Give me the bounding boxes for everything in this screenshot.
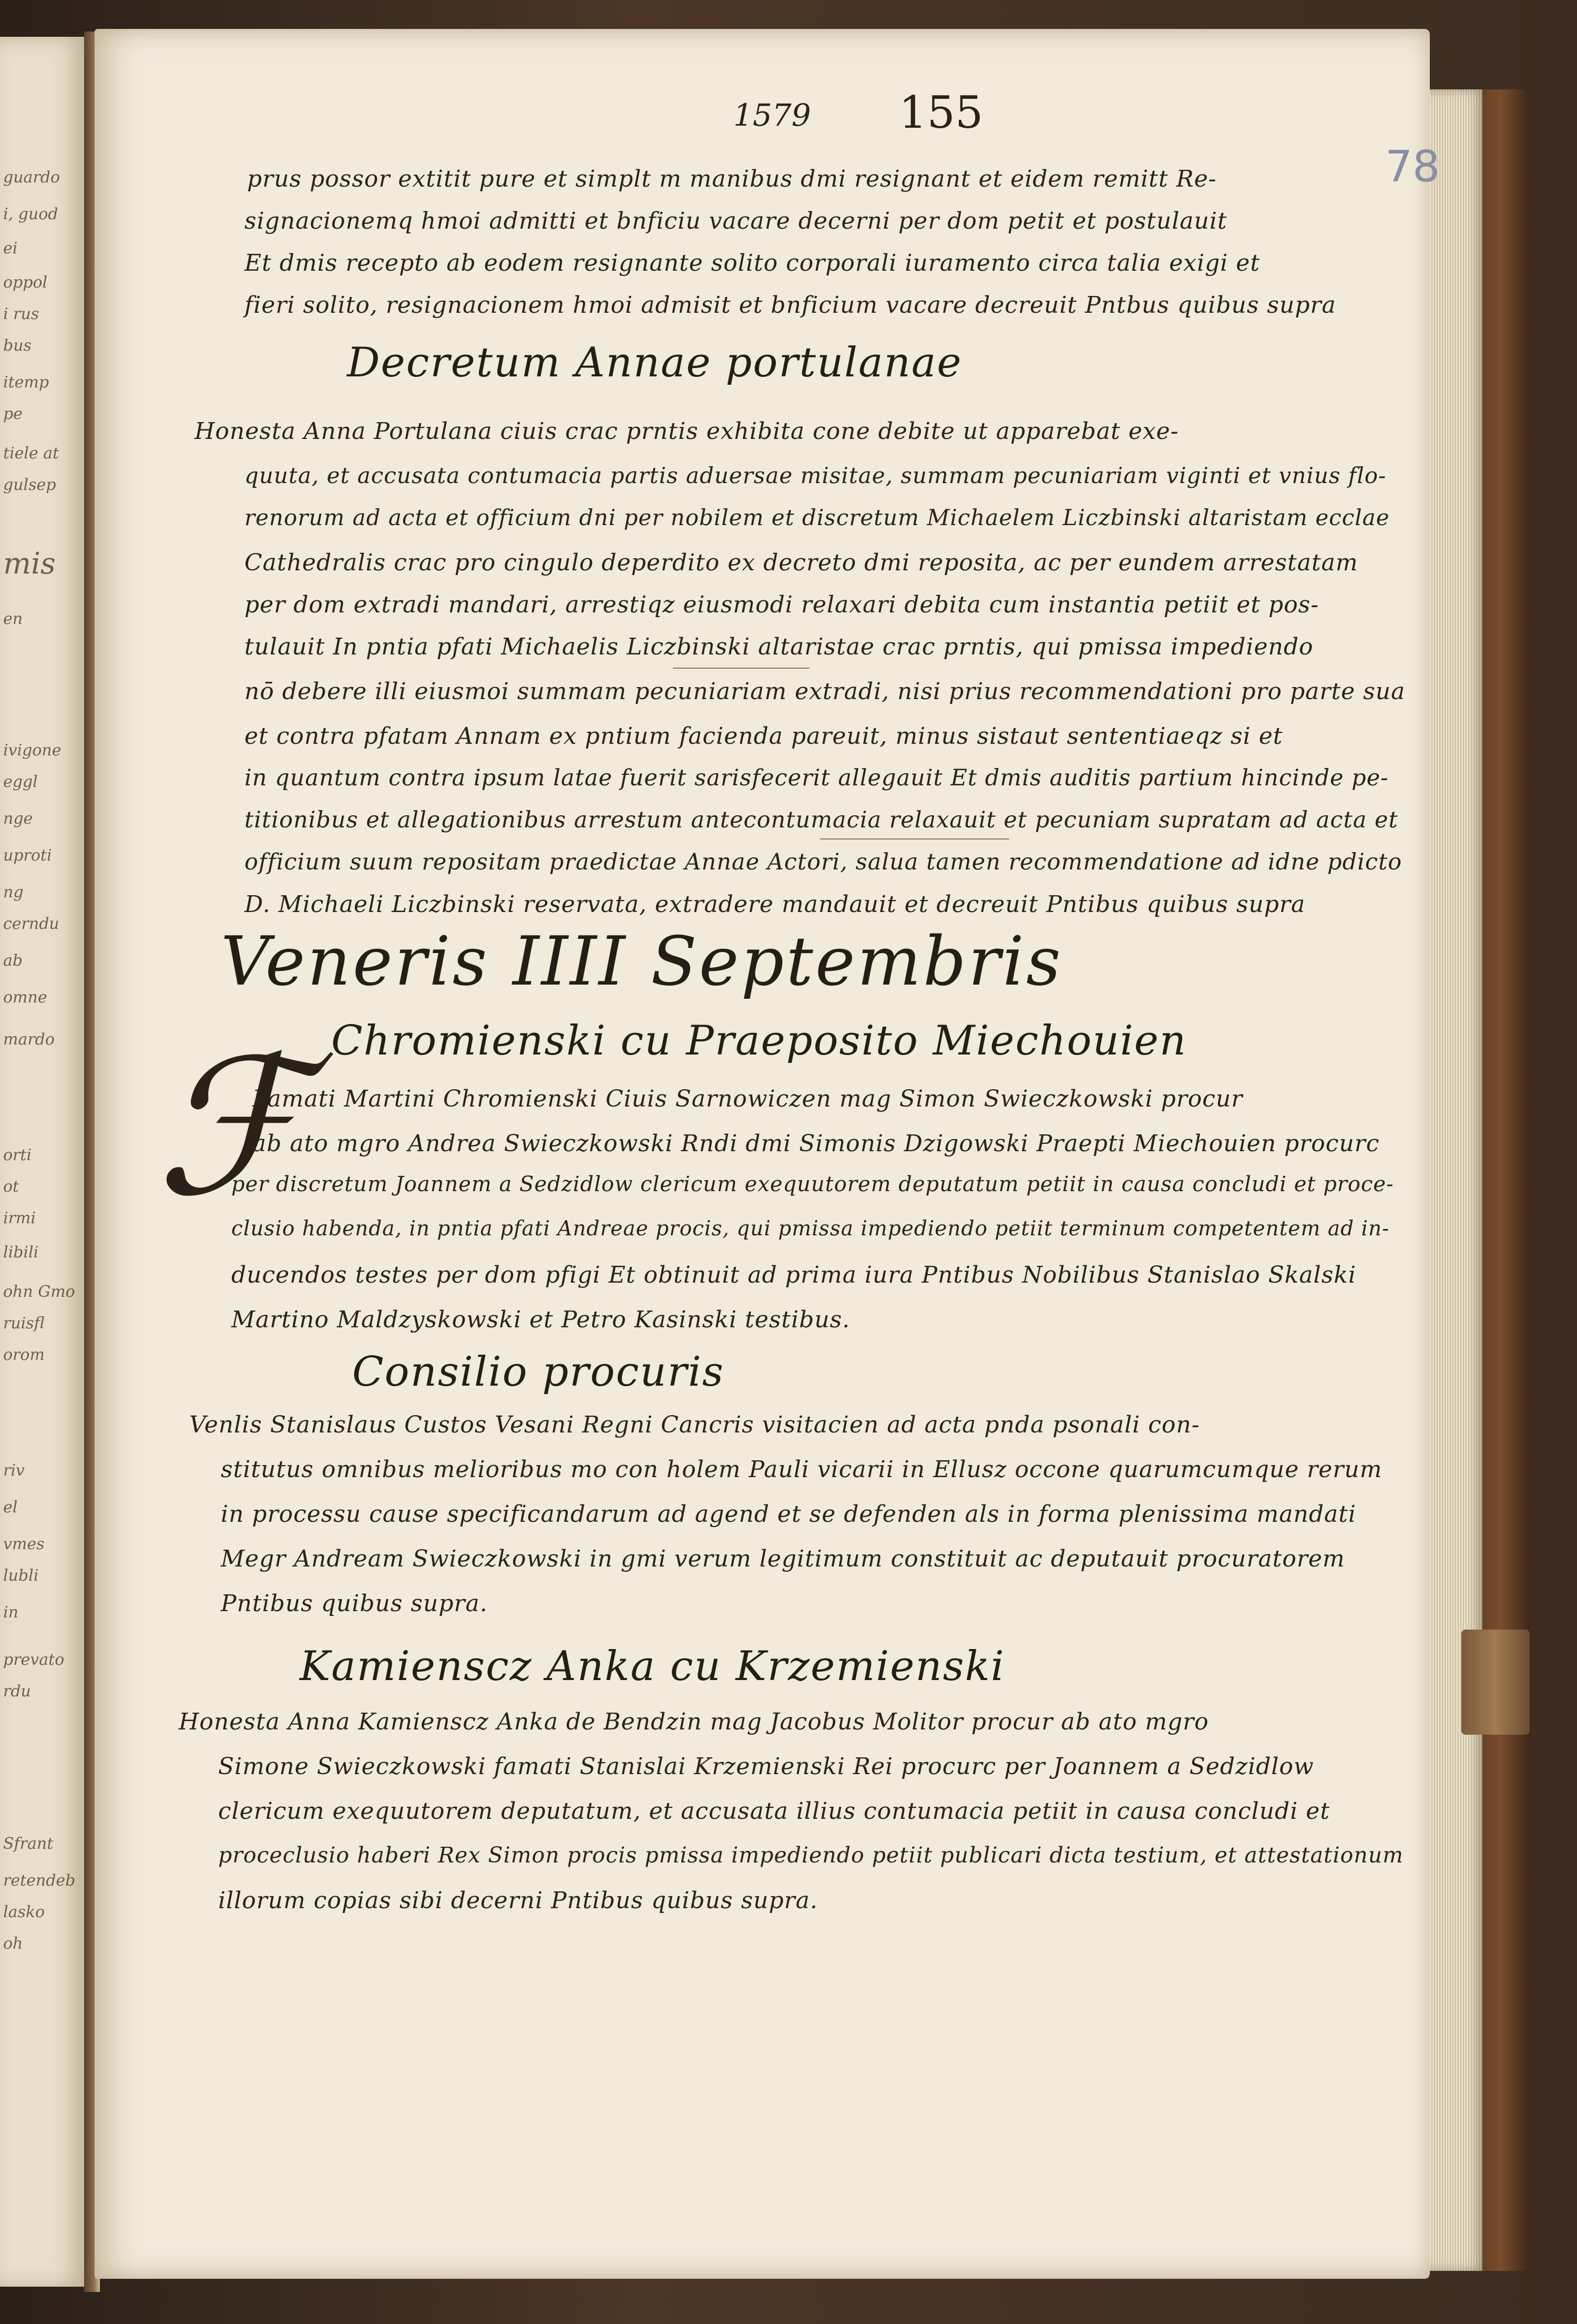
text-line: et contra pfatam Annam ex pntium facienda pareuit, minus sistaut sententiaeqz si et [244,723,1283,750]
margin-note: lubli [3,1567,39,1585]
text-line: Et dmis recepto ab eodem resignante solito corporali iuramento circa talia exigi et [244,250,1261,277]
margin-note: ng [3,883,24,902]
text-line: stitutus omnibus melioribus mo con holem Pauli vicarii in Ellusz occone quarumcumque rerum [221,1456,1383,1483]
manuscript-page [95,29,1440,2279]
margin-note: i, guod [3,205,58,223]
text-line: in quantum contra ipsum latae fuerit sarisfecerit allegauit Et dmis auditis partium hincinde pe- [244,765,1389,791]
text-line: Simone Swieczkowski famati Stanislai Krzemienski Rei procurc per Joannem a Sedzidlow [218,1753,1314,1780]
margin-note: riv [3,1461,25,1480]
margin-note: uproti [3,846,52,865]
margin-note: guardo [3,168,60,187]
margin-note: orti [3,1146,32,1164]
header-year: 1579 [733,97,811,133]
date-heading: Veneris IIII Septembris [221,923,1063,1001]
ink-underline [673,668,810,669]
margin-note: ab [3,951,23,970]
text-line: quuta, et accusata contumacia partis aduersae misitae, summam pecuniariam viginti et vnius flo- [244,463,1387,488]
margin-note: ot [3,1178,19,1196]
text-line: D. Michaeli Liczbinski reservata, extradere mandauit et decreuit Pntibus quibus supra [244,891,1306,918]
section-heading: Decretum Annae portulanae [347,339,962,386]
text-line: fieri solito, resignacionem hmoi admisit et bnficium vacare decreuit Pntbus quibus supra [244,292,1336,319]
margin-note: ivigone [3,741,62,760]
book-clasp [1461,1630,1530,1735]
margin-note: rdu [3,1682,31,1701]
text-line: Honesta Anna Kamienscz Anka de Bendzin mag Jacobus Molitor procur ab ato mgro [179,1708,1209,1735]
margin-note: lasko [3,1903,45,1921]
text-line: in processu cause specificandarum ad agend et se defenden als in forma plenissima mandati [221,1501,1356,1528]
margin-note: en [3,610,23,628]
folio-number: 78 [1385,142,1440,192]
text-line: Pntibus quibus supra. [221,1590,488,1617]
margin-note: mis [3,547,56,581]
header-page-number: 155 [899,87,984,138]
text-line: Honesta Anna Portulana ciuis crac prntis exhibita cone debite ut apparebat exe- [194,418,1179,445]
text-line: signacionemq hmoi admitti et bnficiu vacare decerni per dom petit et postulauit [244,208,1227,234]
text-line: per discretum Joannem a Sedzidlow clericum exequutorem deputatum petiit in causa concludi et proce- [231,1172,1394,1196]
margin-note: eggl [3,773,38,791]
section-heading: Chromienski cu Praeposito Miechouien [331,1017,1187,1064]
text-line: prus possor extitit pure et simplt m manibus dmi resignant et eidem remitt Re- [247,166,1217,192]
text-line: Venlis Stanislaus Custos Vesani Regni Cancris visitacien ad acta pnda psonali con- [189,1411,1200,1438]
text-block [95,29,1430,2279]
text-line: Cathedralis crac pro cingulo deperdito ex decreto dmi reposita, ac per eundem arrestatam [244,549,1358,576]
margin-note: ohn Gmo [3,1283,75,1301]
text-line: per dom extradi mandari, arrestiqz eiusmodi relaxari debita cum instantia petiit et pos- [244,591,1319,618]
margin-note: oh [3,1934,23,1953]
text-line: clericum exequutorem deputatum, et accusata illius contumacia petiit in causa concludi et [218,1798,1330,1825]
margin-note: Sfrant [3,1835,54,1853]
margin-note: el [3,1498,18,1517]
text-line: Famati Martini Chromienski Ciuis Sarnowiczen mag Simon Swieczkowski procur [252,1086,1243,1112]
text-line: tulauit In pntia pfati Michaelis Liczbinski altaristae crac prntis, qui pmissa impediendo [244,633,1314,660]
margin-note: in [3,1603,18,1622]
margin-note: retendeb [3,1871,76,1890]
margin-note: nge [3,810,33,828]
text-line: clusio habenda, in pntia pfati Andreae procis, qui pmissa impediendo petiit terminum competentem ad in- [231,1217,1390,1241]
margin-note: ruisfl [3,1314,45,1333]
text-line: proceclusio haberi Rex Simon procis pmissa impediendo petiit publicari dicta testium, et attestationum [218,1842,1404,1868]
text-line: ducendos testes per dom pfigi Et obtinuit ad prima iura Pntibus Nobilibus Stanislao Skalski [231,1262,1357,1288]
text-line: nō debere illi eiusmoi summam pecuniariam extradi, nisi prius recommendationi pro parte sua [244,678,1406,705]
margin-note: i rus [3,305,39,323]
text-line: titionibus et allegationibus arrestum antecontumacia relaxauit et pecuniam supratam ad acta et [244,807,1398,833]
margin-note: cerndu [3,915,59,933]
text-line: ab ato mgro Andrea Swieczkowski Rndi dmi Simonis Dzigowski Praepti Miechouien procurc [252,1130,1380,1157]
text-line: renorum ad acta et officium dni per nobilem et discretum Michaelem Liczbinski altaristam ecclae [244,505,1390,530]
margin-note: ei [3,239,18,258]
margin-note: itemp [3,373,49,392]
initial-flourish: ℱ [155,1017,304,1237]
margin-note: orom [3,1346,45,1364]
text-line: Megr Andream Swieczkowski in gmi verum legitimum constituit ac deputauit procuratorem [221,1545,1345,1572]
margin-note: mardo [3,1030,55,1049]
section-heading: Consilio procuris [352,1348,724,1396]
ink-underline [820,838,1009,839]
text-line: illorum copias sibi decerni Pntibus quibus supra. [218,1887,818,1914]
margin-note: pe [3,405,23,423]
text-line: Martino Maldzyskowski et Petro Kasinski testibus. [231,1306,851,1333]
margin-note: tiele at [3,444,59,463]
left-page [0,37,85,2287]
margin-note: irmi [3,1209,36,1227]
margin-note: bus [3,336,32,355]
margin-note: vmes [3,1535,45,1553]
margin-note: omne [3,988,47,1007]
margin-note: oppol [3,273,48,292]
text-line: officium suum repositam praedictae Annae Actori, salua tamen recommendatione ad idne pdicto [244,849,1402,875]
margin-note: prevato [3,1651,65,1669]
margin-note: libili [3,1243,39,1262]
margin-note: gulsep [3,476,56,494]
section-heading: Kamienscz Anka cu Krzemienski [300,1643,1005,1690]
